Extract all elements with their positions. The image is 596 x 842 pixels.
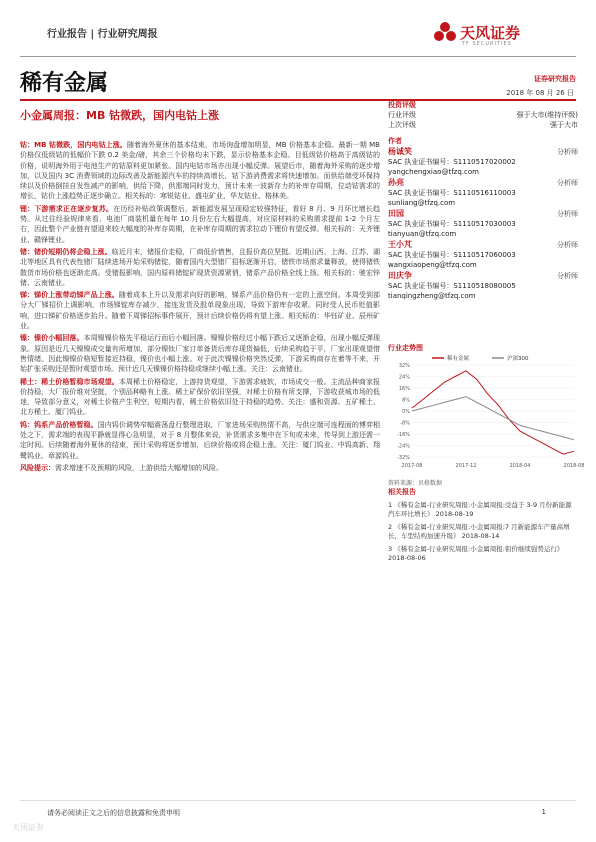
rating-value: 强于大市(维持评级) bbox=[516, 111, 578, 119]
body-paragraph bbox=[20, 140, 380, 202]
rating-list bbox=[388, 110, 578, 130]
body-paragraph bbox=[20, 290, 380, 331]
related-item: 2 《稀有金属-行业研究周报:小金属周报:7 月新能源车产量高增长，车型结构加速升级》 2018-08-14 bbox=[388, 523, 570, 540]
chart-y-tick: 16% bbox=[398, 386, 410, 392]
paragraph-text: 需求增速不及预期的风险，上游供给大幅增加的风险。 bbox=[55, 463, 223, 472]
rating-row bbox=[388, 110, 578, 120]
body-paragraph bbox=[20, 420, 380, 461]
author-header: 作者 bbox=[388, 137, 402, 145]
analyst-role: 分析师 bbox=[557, 210, 578, 218]
related-item: 3 《稀有金属-行业研究周报:小金属周报:钼价继续强势运行》 2018-08-06 bbox=[388, 545, 564, 562]
paragraph-lead: 稀土：稀土价格暂稳市场观望。 bbox=[20, 377, 119, 386]
chart-series-line bbox=[412, 397, 574, 440]
analyst-cert: SAC 执业证书编号：S1110517030003 bbox=[388, 220, 516, 228]
industry-chart bbox=[388, 343, 585, 473]
analyst-role: 分析师 bbox=[557, 241, 578, 249]
paragraph-lead: 锂：下游需求正在逐步复苏。 bbox=[20, 204, 114, 213]
sidebar bbox=[388, 100, 578, 301]
company-logo bbox=[432, 14, 582, 54]
analyst-role: 分析师 bbox=[557, 272, 578, 280]
chart-x-tick: 2018-08 bbox=[563, 463, 585, 469]
bottom-divider bbox=[20, 800, 576, 801]
analyst-line bbox=[388, 178, 578, 188]
analyst-cert: SAC 执业证书编号：S1110518080005 bbox=[388, 282, 516, 290]
chart-y-tick: -32% bbox=[397, 455, 410, 461]
paragraph-text: 国内钨价调势窄幅震荡盘行整理进取，厂家进场采购热情不高，与供应端可连程面的博弈相处之下，需求端的表现平静就显得心急明显，对于 8 月整体来说，补货需求多集中在下旬或未来，传导到上游还需一定时间。后续随着海外夏休的结束，预计采购将逐步增加，后续价格或将企稳上涨。关注：厦门钨业、中钨高新、翔鹭钨业、章源钨业。 bbox=[20, 420, 381, 460]
rating-value: 强于大市 bbox=[550, 121, 578, 129]
breadcrumb: 行业报告 | 行业研究周报 bbox=[47, 29, 158, 40]
analyst-list bbox=[388, 147, 578, 301]
chart-y-tick: 24% bbox=[398, 374, 410, 381]
paragraph-lead: 镍：镍价小幅回落。 bbox=[20, 334, 84, 343]
paragraph-text: 随着海外夏休的基本结束，市场询盘增加明显，MB 价格基本企稳。最新一期 MB 价格仅低级钴的低幅价下跌 0.2 美金/磅，其余三个价格均未下跌，显示价格基本企稳。目低级钴价格高于高级钴的价格，说明海外用于电池生产的钴原料更加紧张。国内电钴市场亦出现小幅反弹。展望后市，随着海外采购的逐步增加，以及国内 3C 消费领域的边际改善及新能源汽车的持续高增长，钴下游消费需求将快速增加。而供给端受环保持续以及价格倒挂自发性减产的影响，供给下降，供需端同时发力，预计未来一波新存力的补库存周期，位动钴需求的增长，钴价上涨趋势正逐步确立。相关标的：寒锐钴业、盛屯矿业、华友钴业、格林美。 bbox=[20, 141, 380, 201]
analyst-email: wangxiaopeng@tfzq.com bbox=[388, 261, 477, 269]
rating-row bbox=[388, 120, 578, 130]
main-body bbox=[20, 140, 380, 475]
rating-key: 行业评级 bbox=[388, 111, 416, 119]
disclaimer: 请务必阅读正文之后的信息披露和免责申明 bbox=[47, 809, 180, 817]
body-paragraph bbox=[20, 377, 380, 418]
analyst bbox=[388, 147, 578, 177]
chart-y-tick: 32% bbox=[398, 363, 410, 369]
chart-x-tick: 2017-12 bbox=[455, 463, 477, 469]
related-item: 1 《稀有金属-行业研究周报:小金属周报:受益于 3-9 月份新能源汽车环比增长》 2018-08-19 bbox=[388, 501, 572, 518]
related-header: 相关报告 bbox=[388, 488, 416, 496]
analyst-cert: SAC 执业证书编号：S1110516110003 bbox=[388, 189, 516, 197]
analyst bbox=[388, 240, 578, 270]
chart-svg bbox=[388, 353, 585, 471]
analyst-line bbox=[388, 147, 578, 157]
watermark: 天风证券 bbox=[12, 823, 44, 832]
analyst-line bbox=[388, 240, 578, 250]
paragraph-text: 临近月末，锗报价走稳，厂商低价惜售，且报价高位坚挺。近期山西、上海、江苏、湖北等地区具有代表性锗厂陆续进场开始采购锗锭，随着国内大型锗厂招标逐渐开启，锗铁市场需求量释放，使得锗铁散货市场价格也逐渐走高。受锗报影响，国内原料锗锭矿现货资源紧俏，锗系产品价格全线上扬。相关标的：驰宏锌锗、云南锗业。 bbox=[20, 247, 381, 287]
paragraph-lead: 锑：锑价上涨带动锑产品上涨。 bbox=[20, 291, 119, 300]
analyst-email: tianyuan@tfzq.com bbox=[388, 230, 457, 238]
analyst bbox=[388, 271, 578, 301]
analyst-email: tianqingzheng@tfzq.com bbox=[388, 292, 476, 300]
chart-y-tick: 0% bbox=[402, 409, 410, 415]
analyst-line bbox=[388, 209, 578, 219]
body-paragraph bbox=[20, 204, 380, 245]
logo-icon bbox=[432, 20, 458, 46]
analyst-email: sunliang@tfzq.com bbox=[388, 199, 456, 207]
paragraph-lead: 钨：钨系产品价格暂稳。 bbox=[20, 420, 98, 429]
paragraph-text: 本周稀土价格稳定，上游持货观望，下游需求疲软，市场成交一般。主流品种商家报价持稳，大厂报价维对坚挺，个别品种略有上涨。稀土矿保价依旧坚强，对稀土价格有所支撑，下游收获城市场的低迷，导致部分意义，对稀土价格产生利空，短期内看，稀土价格依旧处于持稳的趋势。关注：盛和资源、五矿稀土、北方稀土、厦门钨业。 bbox=[20, 377, 381, 417]
report-title: 小金属周报：MB 钴微跌，国内电钴上涨 bbox=[20, 109, 220, 122]
analyst-role: 分析师 bbox=[557, 179, 578, 187]
analyst-name: 田园 bbox=[388, 209, 404, 218]
analyst-name: 孙亮 bbox=[388, 178, 404, 187]
paragraph-text: 随着成本上升以及需求向好的影响，锑系产品价格仍有一定的上涨空间。本周受到部分大厂锑招价上调影响，市场锑锭库存减少，接连发货及股单现象出现，导致下游库存收紧。同时受人民币贬值影响，进口锑矿价格逐步抬升。随着下周锑招标事件展开，预计后续价格仍将有望上涨。相关标的：华钰矿业、辰州矿业。 bbox=[20, 291, 381, 331]
logo-text: 天风证券 bbox=[460, 24, 521, 42]
analyst-email: yangchengxiao@tfzq.com bbox=[388, 168, 479, 176]
report-date: 2018 年 08 月 26 日 bbox=[506, 89, 574, 97]
paragraph-lead: 风险提示： bbox=[20, 463, 55, 472]
chart-source: 资料来源：贝格数据 bbox=[388, 480, 443, 487]
analyst-role: 分析师 bbox=[557, 148, 578, 156]
chart-legend-label: 稀有金属 bbox=[447, 356, 470, 362]
body-paragraph bbox=[20, 463, 380, 473]
paragraph-lead: 锗：锗价短期仍将企稳上涨。 bbox=[20, 247, 112, 256]
rating-key: 上次评级 bbox=[388, 121, 416, 129]
chart-y-tick: -24% bbox=[397, 443, 410, 450]
analyst-name: 王小芃 bbox=[388, 240, 412, 249]
analyst-cert: SAC 执业证书编号：S1110517020002 bbox=[388, 158, 516, 166]
chart-x-tick: 2018-04 bbox=[509, 463, 531, 469]
related-list bbox=[388, 501, 578, 563]
chart-y-tick: 8% bbox=[402, 397, 410, 404]
analyst-cert: SAC 执业证书编号：S1110517060003 bbox=[388, 251, 516, 259]
body-paragraph bbox=[20, 247, 380, 288]
chart-y-tick: -8% bbox=[400, 420, 410, 427]
page-number: 1 bbox=[541, 808, 546, 816]
report-tag: 证券研究报告 bbox=[534, 75, 576, 83]
chart-series-line bbox=[412, 371, 574, 454]
top-divider bbox=[20, 56, 576, 57]
paragraph-text: 在历经补贴政策调整后，新能源发展呈现稳定较强特征，看好 8 月、9 月环比增长趋势。从过往经验规律来看，电池厂商装机量在每年 10 月份左右大幅提高，对应原材料的采购需求提前 1-2 个月左右，因此整个产业链有望迎来较大幅度的补库存周期，在补库存周期的需求拉动下锂价有望反弹。相关标的：天齐锂业、赣锋锂业。 bbox=[20, 204, 380, 244]
analyst-name: 田庆争 bbox=[388, 271, 412, 280]
analyst-line bbox=[388, 271, 578, 281]
rating-header: 投资评级 bbox=[388, 101, 416, 109]
analyst bbox=[388, 209, 578, 239]
paragraph-text: 本周镍镍价格先平稳运行而后小幅回落。镍镍价格经过小幅下跌后又逐渐企稳，出现小幅反弹现象。原因是近几天镍镍成交量有所增加，部分镍钛厂家订单备货后库存现货偏低，后续采购趋于平，厂家出现观望惜售情绪。因此镍镍价格短暂接近持稳，镍价也小幅上涨。对于此次镍镍价格突然反弹，下游采购商存在着等不来，开始扩张采购还是暂时观望市场。预计近几天镍镍价格持稳或继续小幅上涨。关注：云南锗业。 bbox=[20, 334, 381, 374]
category-title: 稀有金属 bbox=[20, 71, 109, 96]
related-reports bbox=[388, 488, 578, 563]
chart-header: 行业走势图 bbox=[388, 344, 423, 352]
analyst-name: 杨诚笑 bbox=[388, 147, 412, 156]
analyst bbox=[388, 178, 578, 208]
chart-y-tick: -16% bbox=[397, 432, 410, 438]
logo-subtext: TF SECURITIES bbox=[462, 41, 512, 47]
body-paragraph bbox=[20, 333, 380, 374]
chart-legend-label: 沪深300 bbox=[507, 356, 529, 362]
chart-x-tick: 2017-08 bbox=[401, 463, 423, 469]
paragraph-lead: 钴：MB 钴微跌，国内电钴上涨。 bbox=[20, 141, 127, 149]
